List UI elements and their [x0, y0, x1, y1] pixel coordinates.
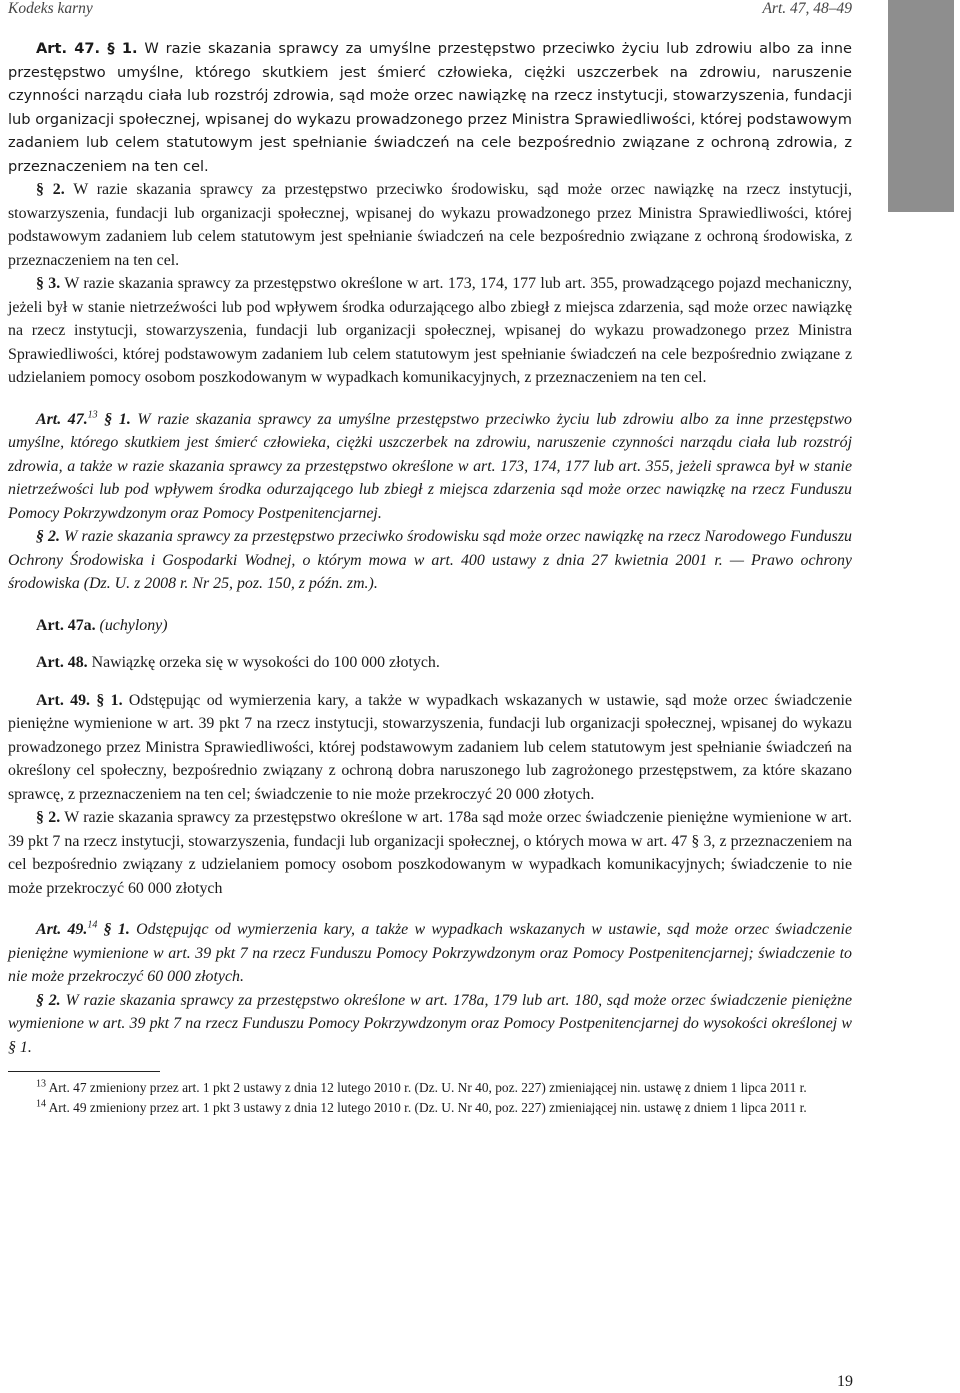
art47-new-par2-text: W razie skazania sprawcy za przestępstwo przeciwko środowisku sąd może orzec nawiązkę na rzecz Narodowego Funduszu Ochrony Środowiska i Gospodarki Wodnej, o którym mowa w art. 400 ustawy z dnia 27 kwietnia 2001 r. — Prawo ochrony środowiska (Dz. U. z 2008 r. Nr 25, poz. 150, z późn. zm.). — [8, 528, 852, 592]
page-body — [8, 37, 852, 1118]
art49-old-par1-heading: Art. 49. § 1. — [36, 691, 123, 709]
art49-new-par1-text: Odstępując od wymierzenia kary, a także w wypadkach wskazanych w ustawie, sąd może orzec świadczenie pieniężne wymienione w art. 39 pkt 7 na rzecz Funduszu Pomocy Pokrzywdzonym oraz Pomocy Postpenitencjarnej; świadczenie to nie może przekroczyć 60 000 złotych. — [8, 921, 852, 985]
footnote-ref-14[interactable]: 14 — [87, 919, 98, 931]
art49-old-par2-heading: § 2. — [36, 809, 61, 826]
art47-old-par2-heading: § 2. — [36, 181, 65, 198]
footnote-13 — [8, 1078, 852, 1098]
art48-text: Nawiązkę orzeka się w wysokości do 100 000 złotych. — [87, 654, 440, 671]
header-articles: Art. 47, 48–49 — [762, 0, 852, 17]
art47a-heading: Art. 47a. — [36, 616, 96, 634]
art48 — [8, 651, 852, 675]
header-title: Kodeks karny — [8, 0, 93, 17]
art47-new-par1 — [8, 408, 852, 526]
art49-new-par1-section: § 1. — [97, 921, 130, 938]
footnote-14 — [8, 1098, 852, 1118]
footnote-ref-13[interactable]: 13 — [87, 409, 98, 421]
running-header — [8, 0, 852, 18]
art47-old-par3-text: W razie skazania sprawcy za przestępstwo określone w art. 173, 174, 177 lub art. 355, prowadzącego pojazd mechaniczny, jeżeli był w stanie nietrzeźwości lub pod wpływem środka odurzającego albo zbiegł z miejsca zdarzenia, sąd może orzec nawiązkę na rzecz instytucji, stowarzyszenia, fundacji lub organizacji społecznej, wpisanej do wykazu prowadzonego przez Ministra Sprawiedliwości, której podstawowym zadaniem lub celem statutowym jest spełnianie świadczeń na cele bezpośrednio związane z udzielaniem pomocy osobom poszkodowanym w wypadkach komunikacyjnych, z przeznaczeniem na ten cel. — [8, 275, 852, 386]
art47-old-par1-heading: Art. 47. § 1. — [36, 40, 138, 57]
art47-new-par2 — [8, 525, 852, 596]
art49-new-par1 — [8, 918, 852, 989]
footnote-14-number: 14 — [36, 1098, 46, 1110]
art48-heading: Art. 48. — [36, 654, 88, 671]
footnote-14-text: Art. 49 zmieniony przez art. 1 pkt 3 ustawy z dnia 12 lutego 2010 r. (Dz. U. Nr 40, poz. 227) zmieniającej nin. ustawę z dniem 1 lipca 2011 r. — [46, 1100, 807, 1115]
footnote-13-number: 13 — [36, 1078, 46, 1090]
art47-old-par1-text: W razie skazania sprawcy za umyślne przestępstwo przeciwko życiu lub zdrowiu albo za inne przestępstwo umyślne, którego skutkiem jest śmierć człowieka, ciężki uszczerbek na zdrowiu, naruszenie czynności narządu ciała lub rozstrój zdrowia, sąd może orzec nawiązkę na rzecz instytucji, stowarzyszenia, fundacji lub organizacji społecznej, wpisanej do wykazu prowadzonego przez Ministra Sprawiedliwości, której podstawowym zadaniem lub celem statutowym jest spełnianie świadczeń na cele bezpośrednio związane z ochroną zdrowia, z przeznaczeniem na ten cel. — [8, 40, 852, 175]
chapter-thumb-tab — [888, 0, 954, 212]
art49-new-par2 — [8, 989, 852, 1060]
footnote-13-text: Art. 47 zmieniony przez art. 1 pkt 2 ustawy z dnia 12 lutego 2010 r. (Dz. U. Nr 40, poz. 227) zmieniającej nin. ustawę z dniem 1 lipca 2011 r. — [46, 1080, 807, 1095]
art47-old-par2 — [8, 178, 852, 272]
art47-new-par2-heading: § 2. — [36, 528, 60, 545]
art49-new-par2-heading: § 2. — [36, 991, 61, 1009]
art49-new-par1-heading: Art. 49. — [36, 921, 88, 938]
art47-old-par2-text: W razie skazania sprawcy za przestępstwo przeciwko środowisku, sąd może orzec nawiązkę na rzecz instytucji, stowarzyszenia, fundacji lub organizacji społecznej, wpisanej do wykazu prowadzonego przez Ministra Sprawiedliwości, której podstawowym zadaniem lub celem statutowym jest spełnianie świadczeń na cele bezpośrednio związane z ochroną środowiska, z przeznaczeniem na ten cel. — [8, 181, 852, 269]
art47-new-par1-section: § 1. — [97, 410, 131, 428]
art47-old-par3-heading: § 3. — [36, 275, 61, 292]
art47a — [8, 614, 852, 638]
page-number: 19 — [837, 1373, 853, 1390]
art49-new-par2-text: W razie skazania sprawcy za przestępstwo określone w art. 178a, 179 lub art. 180, sąd może orzec świadczenie pieniężne wymienione w art. 39 pkt 7 na rzecz Funduszu Pomocy Pokrzywdzonym oraz Pomocy Postpenitencjarnej do wysokości określonej w § 1. — [8, 991, 852, 1056]
art49-old-par2 — [8, 806, 852, 900]
footnote-separator — [8, 1071, 160, 1072]
art49-old-par2-text: W razie skazania sprawcy za przestępstwo określone w art. 178a sąd może orzec świadczenie pieniężne wymienione w art. 39 pkt 7 na rzecz instytucji, stowarzyszenia, fundacji lub organizacji społecznej, o których mowa w art. 47 § 3, z przeznaczeniem na cel bezpośrednio związany z udzielaniem pomocy osobom poszkodowanym w wypadkach komunikacyjnych; świadczenie to nie może przekroczyć 60 000 złotych — [8, 809, 852, 897]
art49-old-par1-text: Odstępując od wymierzenia kary, a także w wypadkach wskazanych w ustawie, sąd może orzec świadczenie pieniężne wymienione w art. 39 pkt 7 na rzecz instytucji, stowarzyszenia, fundacji lub organizacji społecznej, wpisanej do wykazu prowadzonego przez Ministra Sprawiedliwości, której podstawowym zadaniem lub celem statutowym jest spełnianie świadczeń na określony cel społeczny, bezpośrednio związany z ochroną dobra naruszonego lub zagrożonego przestępstwem, za które skazano sprawcę, z przeznaczeniem na ten cel; świadczenie to nie może przekroczyć 20 000 złotych. — [8, 691, 852, 803]
art49-old-par1 — [8, 689, 852, 807]
art47-old-par3 — [8, 272, 852, 390]
art47-old-par1 — [8, 37, 852, 178]
art47a-text: (uchylony) — [95, 616, 168, 634]
art47-new-par1-heading: Art. 47. — [36, 410, 88, 428]
art47-new-par1-text: W razie skazania sprawcy za umyślne przestępstwo przeciwko życiu lub zdrowiu albo za inne przestępstwo umyślne, którego skutkiem jest śmierć człowieka, ciężki uszczerbek na zdrowiu, naruszenie czynności narządu ciała lub rozstrój zdrowia, a także w razie skazania sprawcy za przestępstwo określone w art. 173, 174, 177 lub art. 355, jeżeli sprawca był w stanie nietrzeźwości lub pod wpływem środka odurzającego lub zbiegł z miejsca zdarzenia sąd może orzec nawiązkę na rzecz Funduszu Pomocy Pokrzywdzonym oraz Pomocy Postpenitencjarnej. — [8, 410, 852, 522]
